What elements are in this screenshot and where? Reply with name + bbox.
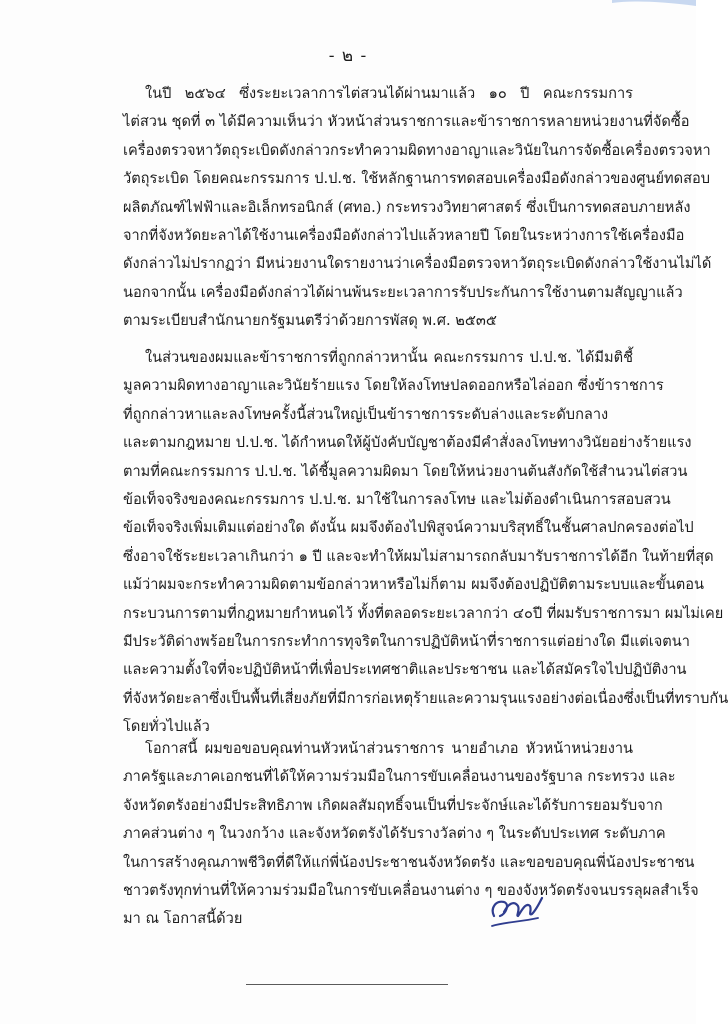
text-line: ในส่วนของผมและข้าราชการที่ถูกกล่าวหานั้น คณะกรรมการ ป.ป.ช. ได้มีมติชี้ (145, 349, 633, 366)
text-line: เครื่องตรวจหาวัตถุระเบิดดังกล่าวกระทำความผิดทางอาญาและวินัยในการจัดซื้อเครื่องตรวจหา (123, 141, 711, 159)
text-line: วัตถุระเบิด โดยคณะกรรมการ ป.ป.ช. ใช้หลักฐานการทดสอบเครื่องมือดังกล่าวของศูนย์ทดสอบ (123, 170, 711, 188)
text-line: ในปี ๒๕๖๔ ซึ่งระยะเวลาการไต่สวนได้ผ่านมาแล้ว ๑๐ ปี คณะกรรมการ (145, 85, 633, 102)
text-line: ในการสร้างคุณภาพชีวิตที่ดีให้แก่พี่น้องประชาชนจังหวัดตรัง และขอขอบคุณพี่น้องประชาชน (123, 853, 695, 871)
text-line: จากที่จังหวัดยะลาได้ใช้งานเครื่องมือดังกล่าวไปแล้วหลายปี โดยในระหว่างการใช้เครื่องมือ (123, 226, 685, 244)
text-line: มา ณ โอกาสนี้ด้วย (123, 910, 243, 928)
text-line: ผลิตภัณฑ์ไฟฟ้าและอิเล็กทรอนิกส์ (ศทอ.) กระทรวงวิทยาศาสตร์ ซึ่งเป็นการทดสอบภายหลัง (123, 198, 691, 216)
text-line: ข้อเท็จจริงเพิ่มเติมแต่อย่างใด ดังนั้น ผมจึงต้องไปพิสูจน์ความบริสุทธิ์ในชั้นศาลปกครองต่อไป (123, 519, 694, 537)
text-line: ภาครัฐและภาคเอกชนที่ได้ให้ความร่วมมือในการขับเคลื่อนงานของรัฐบาล กระทรวง และ (123, 768, 676, 786)
text-line: กระบวนการตามที่กฎหมายกำหนดไว้ ทั้งที่ตลอดระยะเวลากว่า ๔๐ปี ที่ผมรับราชการมา ผมไม่เคย (123, 604, 724, 622)
text-line: ภาคส่วนต่าง ๆ ในวงกว้าง และจังหวัดตรังได้รับรางวัลต่าง ๆ ในระดับประเทศ ระดับภาค (123, 825, 666, 843)
text-line: และความตั้งใจที่จะปฏิบัติหน้าที่เพื่อประเทศชาติและประชาชน และได้สมัครใจไปปฏิบัติงาน (123, 661, 687, 679)
paragraph-1 (123, 80, 712, 336)
text-line: โอกาสนี้ ผมขอขอบคุณท่านหัวหน้าส่วนราชการ นายอำเภอ หัวหน้าหน่วยงาน (145, 740, 633, 757)
text-line: มูลความผิดทางอาญาและวินัยร้ายแรง โดยให้ลงโทษปลดออกหรือไล่ออก ซึ่งข้าราชการ (123, 377, 664, 395)
paragraph-2 (123, 344, 728, 741)
corner-mark (612, 0, 696, 10)
text-line: ข้อเท็จจริงของคณะกรรมการ ป.ป.ช. มาใช้ในการลงโทษ และไม่ต้องดำเนินการสอบสวน (123, 490, 671, 508)
text-line: ดังกล่าวไม่ปรากฏว่า มีหน่วยงานใดรายงานว่าเครื่องมือตรวจหาวัตถุระเบิดดังกล่าวใช้งานไม่ได้ (123, 255, 712, 273)
page-number: - ๒ - (328, 46, 368, 66)
text-line: ตามที่คณะกรรมการ ป.ป.ช. ได้ชี้มูลความผิดมา โดยให้หน่วยงานต้นสังกัดใช้สำนวนไต่สวน (123, 462, 688, 480)
text-line: ซึ่งอาจใช้ระยะเวลาเกินกว่า ๑ ปี และจะทำให้ผมไม่สามารถกลับมารับราชการได้อีก ในท้ายที่สุด (123, 547, 714, 565)
text-line: ไต่สวน ชุดที่ ๓ ได้มีความเห็นว่า หัวหน้าส่วนราชการและข้าราชการหลายหน่วยงานที่จัดซื้อ (123, 113, 690, 131)
text-line: ชาวตรังทุกท่านที่ให้ความร่วมมือในการขับเคลื่อนงานต่าง ๆ ของจังหวัดตรังจนบรรลุผลสำเร็จ (123, 881, 699, 899)
text-line: ที่จังหวัดยะลาซึ่งเป็นพื้นที่เสี่ยงภัยที่มีการก่อเหตุร้ายและความรุนแรงอย่างต่อเนื่องซึ่งเป็นที่ทราบกัน (123, 689, 728, 707)
handwritten-signature (484, 886, 546, 932)
text-line: ที่ถูกกล่าวหาและลงโทษครั้งนี้ส่วนใหญ่เป็นข้าราชการระดับล่างและระดับกลาง (123, 405, 609, 423)
text-line: แม้ว่าผมจะกระทำความผิดตามข้อกล่าวหาหรือไม่ก็ตาม ผมจึงต้องปฏิบัติตามระบบและขั้นตอน (123, 576, 704, 594)
text-line: นอกจากนั้น เครื่องมือดังกล่าวได้ผ่านพ้นระยะเวลาการรับประกันการใช้งานตามสัญญาแล้ว (123, 283, 683, 301)
text-line: ตามระเบียบสำนักนายกรัฐมนตรีว่าด้วยการพัสดุ พ.ศ. ๒๕๓๕ (123, 312, 497, 330)
text-line: มีประวัติด่างพร้อยในการกระทำการทุจริตในการปฏิบัติหน้าที่ราชการแต่อย่างใด มีแต่เจตนา (123, 632, 690, 650)
paragraph-3 (123, 735, 699, 934)
footer-divider (246, 984, 448, 985)
text-line: จังหวัดตรังอย่างมีประสิทธิภาพ เกิดผลสัมฤทธิ์จนเป็นที่ประจักษ์และได้รับการยอมรับจาก (123, 796, 663, 814)
text-line: โดยทั่วไปแล้ว (123, 718, 210, 736)
text-line: และตามกฎหมาย ป.ป.ช. ได้กำหนดให้ผู้บังคับบัญชาต้องมีคำสั่งลงโทษทางวินัยอย่างร้ายแรง (123, 434, 692, 452)
